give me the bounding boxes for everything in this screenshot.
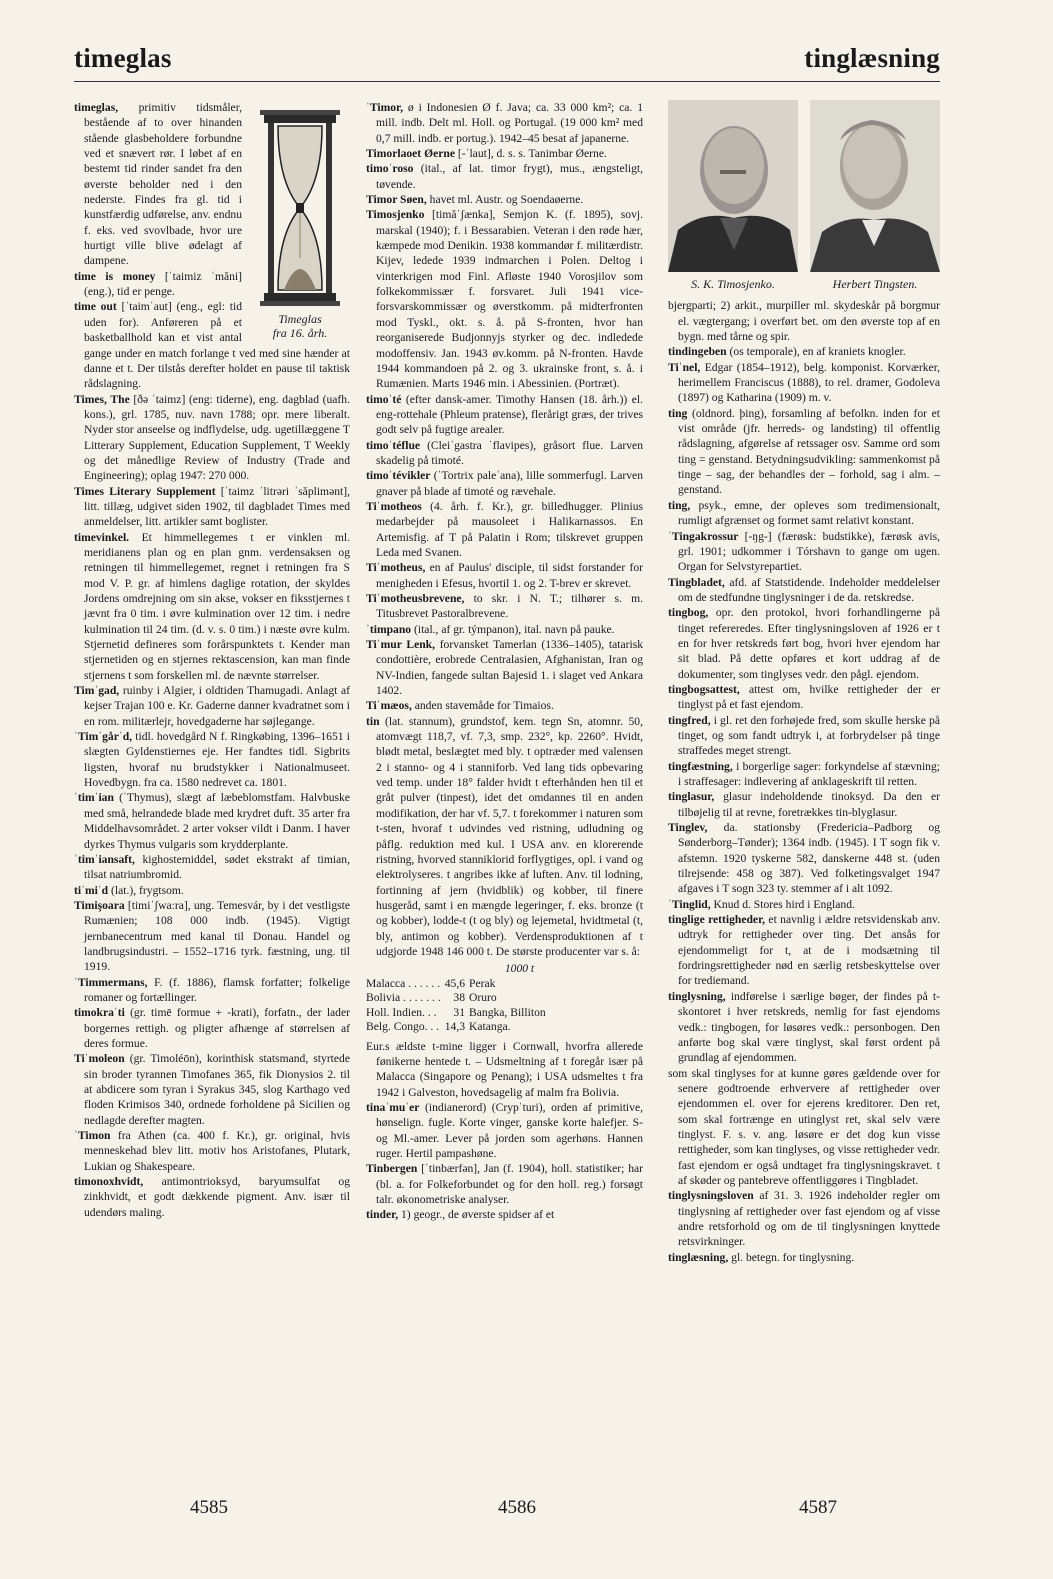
entry-text: [timiˈʃwa:ra], ung. Temesvár, by i det vestligste Rumænien; 108 000 indb. (1945). Vigtigt jernbanecentrum med kanal til Donau. Handel og landbrugsindustri. – 1552–1716 tyrk. fæstning, ung. til 1919. <box>84 898 350 974</box>
entry-text: (ˈTortrix paleˈana), lille sommerfugl. Larven gnaver på blade af timoté og rævehale. <box>376 469 643 498</box>
dictionary-entry <box>366 499 643 560</box>
dictionary-entry <box>668 575 940 606</box>
dictionary-entry <box>366 468 643 499</box>
column-2 <box>366 100 643 1223</box>
entry-text: Edgar (1854–1912), belg. komponist. Korværker, herimellem Franciscus (1888), to rel. dramer, Godoleva (1897) og Katharina (1909) m. v. <box>678 360 940 405</box>
entry-headword: Timorlaoet Øerne <box>366 147 455 161</box>
entry-headword: timoˈté <box>366 392 402 406</box>
hourglass-caption-line1: Timeglas <box>278 312 322 326</box>
entry-headword: timokraˈti <box>74 1006 125 1020</box>
entry-text: tidl. hovedgård N f. Ringkøbing, 1396–1651 i slægten Gyldenstiernes eje. Her fandtes tidl. Sigbrits ligsten, hvoraf nu brudstykker i Nationalmuseet. Hovedbygn. fra ca. 1580 nedrevet ca. 1801. <box>84 730 350 790</box>
entry-headword: timoˈtévikler <box>366 469 431 483</box>
production-value: 31 <box>453 1005 466 1019</box>
entry-headword: tingbog, <box>668 606 709 620</box>
dictionary-entry <box>366 1161 643 1207</box>
entry-text: ø i Indonesien Ø f. Java; ca. 33 000 km²; ca. 1 mill. indb. Delt ml. Holl. og Portugal. (19 000 km² med 0,7 mill. indb. er portug.). 1942–45 besat af japanerne. <box>376 101 643 145</box>
hourglass-caption-line2: fra 16. årh. <box>272 326 328 340</box>
dictionary-entry <box>366 100 643 146</box>
dictionary-entry <box>668 912 940 989</box>
entry-headword: ˈTimor, <box>366 101 404 114</box>
entry-headword: Tiˈmur Lenk, <box>366 638 436 652</box>
entry-headword: ˈtimˈian <box>74 791 114 805</box>
entry-text: afd. af Statstidende. Indeholder meddelelser om de stedfundne tinglysninger i de da. retskredse. <box>678 575 940 604</box>
entry-headword: ting, <box>668 498 691 512</box>
entry-text: (lat.), frygtsom. <box>108 883 184 897</box>
guide-word-right: tinglæsning <box>804 43 940 73</box>
entry-text: (lat. stannum), grundstof, kem. tegn Sn, atomnr. 50, atomvægt 118,7, vf. 7,3, smp. 232°, kp. 2260°. Hvidt, blødt metal, beslægtet med bly. t optræder med valensen 2 i stanno- og 4 i stanniforb. Ved lang tids opbevaring ved temp. under 18° falder hvidt t efterhånden hen til et gråt pulver (tinpest), idet det omdannes til en anden modifikation, der har vf. 5,7. t forekommer i naturen som t-sten, hvoraf t udvindes ved ristning, udludning og påflg. reduktion med kul. I USA anv. en klorerende ristning, hvorved stanniklorid forflygtiges, opl. i vand og elektrolyseres. t angribes ikke af luften. Anv. til lodning, fortinning af jern (hvidblik) og kobber, til finere husgeråd, samt i en mængde legeringer, f. eks. bronze (t og kobber), lodde-t (t og bly) og lejemetal, hvidtmetal (t, bly, antimon og kobber). Verdensproduktionen af t udgjorde 1948 146 000 t. De største producenter var s. å: <box>376 714 643 958</box>
entry-headword: ˈTinglid, <box>668 897 711 911</box>
page-number-right: 4587 <box>799 1497 837 1518</box>
dictionary-entry <box>74 1128 350 1174</box>
dictionary-entry <box>74 392 350 484</box>
column-1 <box>74 100 350 1220</box>
dictionary-entry <box>366 1207 643 1222</box>
entry-headword: tingfred, <box>668 713 711 727</box>
portrait-caption-tingsten: Herbert Tingsten. <box>832 277 918 291</box>
entry-text: antimontrioksyd, baryumsulfat og zinkhvidt, et godt dækkende pigment. Anv. især til udendørs maling. <box>84 1175 350 1219</box>
dictionary-entry <box>366 207 643 391</box>
dictionary-entry <box>668 759 940 790</box>
entry-headword: tingbogsattest, <box>668 682 740 696</box>
production-country: Malacca . . . . . . <box>366 976 441 990</box>
dictionary-entry <box>668 682 940 713</box>
dictionary-entry <box>74 1051 350 1128</box>
dictionary-entry <box>366 161 643 192</box>
page-number-left: 4585 <box>190 1497 228 1518</box>
dictionary-entry <box>366 698 643 713</box>
entry-headword: timevinkel. <box>74 530 130 544</box>
entry-headword: Tiˈnel, <box>668 360 701 374</box>
entry-text: [timăˈʃænka], Semjon K. (f. 1895), sovj. marskal (1940); f. i Bessarabien. Veteran i den røde hær, kæmpede mod Denikin. 1938 kommandør f. militærdistr. Kijev, ledede 1939 indmarchen i Polen. Deltog i vinterkrigen mod Finl. Afløste 1940 Vorosjilov som folkekommissær f. forsvaret. Juli 1941 vice-forsvarskommissær og øverstkomm. på midterfronten mod Tyskl., okt. s. å. på S-fronten, hvor han reorganiserede Budjonnyjs styrker og dec. indledede modoffensiv. Jan. 1943 øv.komm. på N-fronten. Havde 1944 kommandoen på 2. og 3. ukrainske front, s. å. i Rumænien. Marts 1946 min. i Abessinien. (Portræt). <box>376 208 643 391</box>
dictionary-entry <box>74 683 350 729</box>
portrait-tingsten <box>810 100 940 292</box>
dictionary-entry <box>366 392 643 438</box>
entry-text: attest om, hvilke rettigheder der er tinglyst på et fast ejendom. <box>678 682 940 712</box>
production-country: Bolivia . . . . . . . <box>366 991 441 1005</box>
entry-headword: ˈTimmermans, <box>74 975 148 989</box>
entry-text: ruinby i Algier, i oldtiden Thamugadi. Anlagt af kejser Trajan 100 e. Kr. Gaderne danner kvadratnet som i en rom. militærlejr, hovedgaderne har søjlegange. <box>84 684 350 728</box>
entry-headword: Tiˈmotheusbrevene, <box>366 592 465 605</box>
entry-text: [ˈtaimiz ˈmăni] (eng.), tid er penge. <box>84 269 242 299</box>
production-partner: Perak <box>469 976 496 990</box>
header-rule <box>74 81 940 82</box>
production-row <box>366 991 550 1006</box>
entry-headword: Tingbladet, <box>668 575 725 589</box>
entry-text: da. stationsby (Fredericia–Padborg og Sønderborg–Tønder); 1364 indb. (1945). I T sogn fik v. afstemn. 1920 tyskerne 582, danskerne 448 st. (uden tilrejsende: 458 og 387). Ved folketingsvalget 1947 afgaves i T sogn 323 ty. stemmer af i alt 1092. <box>678 821 940 896</box>
entry-text: (4. årh. f. Kr.), gr. billedhugger. Plinius medarbejder på mausoleet i Halikarnassos. En Artemisfig. af T på Palatin i Rom; tilskrevet gruppen Leda med Svanen. <box>376 499 643 559</box>
entry-text: glasur indeholdende tinoksyd. Da den er tilbøjelig til at revne, foretrækkes tin-blyglasur. <box>678 790 940 819</box>
entry-text: kighostemiddel, sødet ekstrakt af timian, tilsat natriumbromid. <box>84 852 350 882</box>
entry-headword: Timosjenko <box>366 208 425 222</box>
entry-headword: tinglysningsloven <box>668 1189 754 1203</box>
entry-text: (ital., af gr. týmpanon), ital. navn på pauke. <box>411 622 615 636</box>
guide-word-left: timeglas <box>74 43 172 73</box>
entry-text: Eur.s ældste t-mine ligger i Cornwall, hvorfra allerede fønikerne hentede t. – Udsmeltning af t foregår især på Malacca (Singapore og Penang); i USA udsmeltes t fra 1942 i Galveston, hovedsagelig af malm fra Bolivia. <box>366 1039 643 1099</box>
column-3 <box>668 100 940 1265</box>
production-row <box>366 1006 550 1021</box>
timosjenko-photo <box>668 100 798 272</box>
page-number-middle: 4586 <box>498 1497 536 1518</box>
entry-headword: Tiˈmotheus, <box>366 561 426 575</box>
dictionary-entry <box>366 591 643 622</box>
entry-text: bjergparti; 2) arkit., murpiller ml. skydeskår på borgmur el. vægtergang; i overført bet. om den øverste top af en bygn. med tårne og spir. <box>668 299 940 344</box>
production-partner: Katanga. <box>469 1020 511 1034</box>
column-2-entries <box>366 100 643 959</box>
production-unit: 1000 t <box>504 962 535 976</box>
entry-text: opr. den protokol, hvori forhandlingerne på tinget refereredes. Efter tinglysningsloven af 1926 er t en for hver retskreds ført bog, hvori hver ejendom har sit blad. På dette opføres et kort uddrag af de dokumenter, som tinglyses vedr. den pågl. ejendom. <box>678 606 940 681</box>
entry-headword: tinaˈmuˈer <box>366 1100 420 1114</box>
entry-headword: tingfæstning, <box>668 759 733 773</box>
portrait-row <box>668 100 940 292</box>
entry-headword: ˈtimpano <box>366 622 412 636</box>
entry-headword: ting <box>668 406 688 420</box>
entry-text: [-ŋg-] (færøsk: budstikke), færøsk avis, grl. 1901; udkommer i Tórshavn to gange om ugen. Organ for Selvstyrepartiet. <box>678 529 940 574</box>
production-value: 38 <box>453 991 466 1005</box>
entry-headword: ˈTimˈgårˈd, <box>74 730 133 744</box>
dictionary-entry <box>366 146 643 161</box>
hourglass-figure <box>250 108 350 340</box>
entry-headword: Timˈgad, <box>74 684 120 698</box>
production-partner: Bangka, Billiton <box>469 1005 546 1019</box>
dictionary-entry <box>668 1066 940 1189</box>
tingsten-photo <box>810 100 940 272</box>
production-value: 45,6 <box>444 976 466 990</box>
tin-production-table <box>366 961 643 1034</box>
dictionary-entry <box>668 820 940 897</box>
entry-text: (os temporale), en af kraniets knogler. <box>726 345 906 359</box>
entry-text: fra Athen (ca. 400 f. Kr.), gr. original, hvis menneskehad blev litt. motiv hos Aristofanes, Plutark, Lukian og Shakespeare. <box>84 1129 350 1173</box>
entry-headword: Timişoara <box>74 898 125 912</box>
entry-headword: ˈtimˈiansaft, <box>74 852 135 866</box>
entry-text: gl. betegn. for tinglysning. <box>728 1250 855 1264</box>
entry-text: F. (f. 1886), flamsk forfatter; folkelige romaner og fortællinger. <box>84 975 350 1004</box>
dictionary-entry <box>74 852 350 883</box>
entry-headword: timoˈroso <box>366 162 414 176</box>
entry-text: havet ml. Austr. og Soendaøerne. <box>426 193 584 207</box>
entry-text: primitiv tidsmåler, bestående af to over hinanden stående glasbeholdere forbundne ved et snævert rør. I løbet af en bestemt tid rinder sandet fra den øverste beholder ned i den nederste. Findes fra gl. tid i kunstfærdig udførelse, anv. endnu f. eks. ved svovlbade, hvor ure hurtigt ville blive ødelagt af dampene. <box>84 101 242 268</box>
entry-headword: time is money <box>74 269 156 283</box>
hourglass-illustration <box>250 108 350 308</box>
entry-headword: tin <box>366 714 380 728</box>
production-country: Belg. Congo. . . <box>366 1020 440 1034</box>
production-row <box>366 977 550 992</box>
portrait-caption-timosjenko: S. K. Timosjenko. <box>691 277 775 291</box>
dictionary-entry <box>366 637 643 698</box>
entry-headword: ˈTingakrossur <box>668 529 739 543</box>
dictionary-entry <box>74 790 350 851</box>
dictionary-entry <box>74 883 350 898</box>
entry-headword: tindingeben <box>668 345 727 359</box>
dictionary-entry <box>668 989 940 1066</box>
entry-text: Knud d. Stores hird i England. <box>710 897 855 911</box>
dictionary-entry <box>74 729 350 790</box>
entry-headword: Tiˈmæos, <box>366 699 412 713</box>
entry-text: to skr. i N. T.; tilhører s. m. Titusbrevet Pastoralbrevene. <box>376 592 643 621</box>
dictionary-entry <box>668 529 940 575</box>
entry-text: en af Paulus' disciple, til sidst forstander for menigheden i Efesus, hvortil 1. og 2. T-brev er skrevet. <box>376 561 643 590</box>
dictionary-entry <box>668 298 940 344</box>
entry-headword: timonoxhvidt, <box>74 1175 144 1189</box>
entry-text: 1) geogr., de øverste spidser af et <box>398 1208 555 1222</box>
dictionary-entry <box>74 1174 350 1220</box>
dictionary-entry <box>668 406 940 498</box>
dictionary-entry <box>668 344 940 359</box>
production-row <box>366 1020 550 1035</box>
production-country: Holl. Indien. . . <box>366 1005 437 1019</box>
entry-headword: Tiˈmotheos <box>366 499 422 513</box>
entry-text: [ˈtaimz ˈlitrəri ˈsăplimənt], litt. tillæg, udgivet siden 1902, til dagbladet Times med anmeldelser, litt. artikler samt boglister. <box>84 484 350 529</box>
dictionary-entry <box>74 898 350 975</box>
entry-text: i gl. ret den forhøjede fred, som skulle herske på tinget, og som fandt udtryk i, at forbrydelser på tinge straffedes meget strengt. <box>678 713 940 758</box>
dictionary-entry <box>668 605 940 682</box>
entry-headword: Tinglev, <box>668 821 708 835</box>
entry-text: [ˈtaimˈaut] (eng., egl: tid uden for). Anføreren på et basketballhold kan et vist antal gange under en match forlange t ved med sine hænder at danne et t. Der tilstås derefter holdet en pause til taktisk rådslagning. <box>84 300 350 391</box>
entry-headword: timeglas, <box>74 101 119 114</box>
entry-text: forvansket Tamerlan (1336–1405), tatarisk condottière, erobrede Centralasien, Afghanistan, Iran og NV-Indien, fangede sultan Bajesid 1. i slaget ved Ankara 1402. <box>376 638 644 698</box>
entry-text: [-ˈlaut], d. s. s. Tanimbar Øerne. <box>454 147 607 161</box>
dictionary-entry <box>668 789 940 820</box>
entry-headword: Tinbergen <box>366 1162 418 1176</box>
dictionary-entry <box>668 713 940 759</box>
dictionary-entry <box>74 484 350 530</box>
entry-text: [ðə ˈtaimz] (eng: tiderne), eng. dagblad (uafh. kons.), grl. 1785, nuv. navn 1788; opr. mere liberalt. Nyder stor anseelse og indflydelse, udg. ugetillæggene T Litterary Supplement, Education Supplement, T Weekly og det månedlige Review of Industry (Trade and Engineering); oplag 1947: 270 000. <box>84 392 350 483</box>
entry-text: (ˈThymus), slægt af læbeblomstfam. Halvbuske med små, helrandede blade med krydret duft. 35 arter fra Middelhavsområdet. 2 arter vokser vildt i Danm. I haver dyrkes Thymus vulgaris som krydderplante. <box>84 791 350 851</box>
entry-headword: Times, The <box>74 392 130 406</box>
entry-text: Et himmellegemes t er vinklen ml. meridianens plan og en plan gnm. verdensaksen og retningen til himmellegemet, regnet i retningen fra S mod V. P. gr. af himlens daglige rotation, der skyldes Jordens omdrejning om sin akse, vokser en fiksstjernes t jævnt fra 0 tim. i øvre kulmination over 12 tim. i nedre kulmination til 24 tim. (d. v. s. 0 tim.) i næste øvre kulm. Stjernetid defineres som forårspunktets t. Kender man stjernetiden og en stjernes rektascension, kan man finde stjernens t som forskellen ml. de nævnte størrelser. <box>84 530 350 682</box>
dictionary-entry <box>366 192 643 207</box>
dictionary-entry <box>74 530 350 683</box>
entry-text: (gr. Timoléōn), korinthisk statsmand, styrtede sin broder tyrannen Timofanes 365, fik Dionysios 2. til at abdicere som tyran i Syrakus 345, slog Karthago ved floden Krimisos 340, ordnede forholdene på Sicilien og nedlagde derefter magten. <box>84 1052 350 1127</box>
dictionary-entry <box>366 438 643 469</box>
entry-headword: tinglige rettigheder, <box>668 913 766 927</box>
entry-text: i borgerlige sager: forkyndelse af stævning; i straffesager: indlevering af anklageskrift til retten. <box>678 759 940 788</box>
entry-text: psyk., emne, der opleves som tredimensionalt, rumligt afgrænset og formet samt relativt konstant. <box>678 498 940 528</box>
entry-text: (Cleiˈgastra ˈflavipes), gråsort flue. Larven skadelig på timoté. <box>376 438 643 467</box>
entry-headword: tinglysning, <box>668 989 726 1003</box>
entry-headword: Tiˈmoleon <box>74 1052 125 1066</box>
entry-headword: tinder, <box>366 1208 399 1222</box>
entry-headword: Timor Søen, <box>366 193 427 207</box>
entry-text: (ital., af lat. timor frygt), mus., ængsteligt, tøvende. <box>376 162 643 191</box>
dictionary-entry <box>366 1039 643 1100</box>
entry-text: indførelse i særlige bøger, der findes på t-skontoret i hver retskreds, nemlig for fast ejendoms vedk.: tingbogen, for løsøres vedk.: personbogen. Den anførte bog skal være tinglyst, skal først ordent på grundlag af ejendommen. <box>678 989 940 1065</box>
entry-text: (oldnord. þing), forsamling af befolkn. inden for et vist område (jfr. herreds- og landsting) til offentlig rådslagning, afgørelse af retssager osv. Samme ord som ting = genstand. Betydningsudvikling: sammenkomst på tinge – sag, der behandles der – forhold, sag i alm. – genstand. <box>678 406 940 497</box>
entry-text: anden stavemåde for Timaios. <box>411 699 554 713</box>
entry-headword: time out <box>74 300 117 314</box>
portrait-timosjenko <box>668 100 798 292</box>
dictionary-entry <box>668 897 940 912</box>
entry-text: som skal tinglyses for at kunne gøres gældende over for senere godtroende erhververe af rettigheder over ejendommen el. over for ejerens kreditorer. Den ret, som skal fortrænge en utinglyst ret, skal selv være tinglyst. F. s. v. ang. løsøre er det dog kun visse rettigheder, som kan tinglyses, og visse rettigheder vedr. fast ejendom er også undtaget fra tinglysningskravet. t af skøder og pantebreve offentliggøres i Tingbladet. <box>668 1066 940 1187</box>
production-value: 14,3 <box>444 1020 466 1034</box>
entry-headword: timoˈtéflue <box>366 438 421 452</box>
dictionary-entry <box>366 560 643 591</box>
dictionary-entry <box>668 1250 940 1265</box>
dictionary-entry <box>668 360 940 406</box>
column-2-entries-continued <box>366 1039 643 1223</box>
dictionary-entry <box>366 622 643 637</box>
entry-text: (indianerord) (Crypˈturi), orden af primitive, hønselign. fugle. Korte vinger, ganske korte halefjer. S- og Ml.-amer. Lever på jorden som agerhøns. Hannen ruger. Hertil pampashøne. <box>376 1100 643 1160</box>
dictionary-entry <box>366 1100 643 1161</box>
dictionary-entry <box>668 1188 940 1249</box>
entry-headword: Times Literary Supplement <box>74 484 216 498</box>
column-3-entries <box>668 298 940 1265</box>
entry-headword: tinglasur, <box>668 790 715 804</box>
production-rows <box>366 977 550 1035</box>
entry-text: (efter dansk-amer. Timothy Hansen (18. årh.)) el. eng-rottehale (Phleum pratense), flerårigt græs, der trives godt selv på fugtige arealer. <box>376 392 643 437</box>
entry-text: [ˈtinbærfən], Jan (f. 1904), holl. statistiker; har (bl. a. for Folkeforbundet og for den holl. reg.) forsøgt talr. økonometriske analyser. <box>376 1162 643 1207</box>
entry-headword: tiˈmiˈd <box>74 883 109 897</box>
dictionary-entry <box>668 498 940 529</box>
entry-headword: tinglæsning, <box>668 1250 729 1264</box>
entry-headword: ˈTimon <box>74 1129 111 1143</box>
dictionary-entry <box>74 975 350 1006</box>
entry-text: (gr. timē formue + -krati), forfatn., der lader borgernes rettigh. og pligter afhænge af størrelsen af deres formue. <box>84 1006 350 1050</box>
dictionary-entry <box>74 1005 350 1051</box>
hourglass-caption <box>250 312 350 340</box>
entry-text: et navnlig i ældre retsvidenskab anv. udtryk for rettigheder over ting. Det ansås for ejendommeligt for t, at de i modsætning til fordringsrettigheder nød en særlig retsbeskyttelse over for trediemand. <box>678 913 940 988</box>
entry-text: af 31. 3. 1926 indeholder regler om tinglysning af rettigheder over fast ejendom og af visse andre retsforhold og om de til tinglysningen knyttede retsvirkninger. <box>678 1189 940 1249</box>
dictionary-entry <box>366 714 643 960</box>
production-partner: Oruro <box>469 991 497 1005</box>
